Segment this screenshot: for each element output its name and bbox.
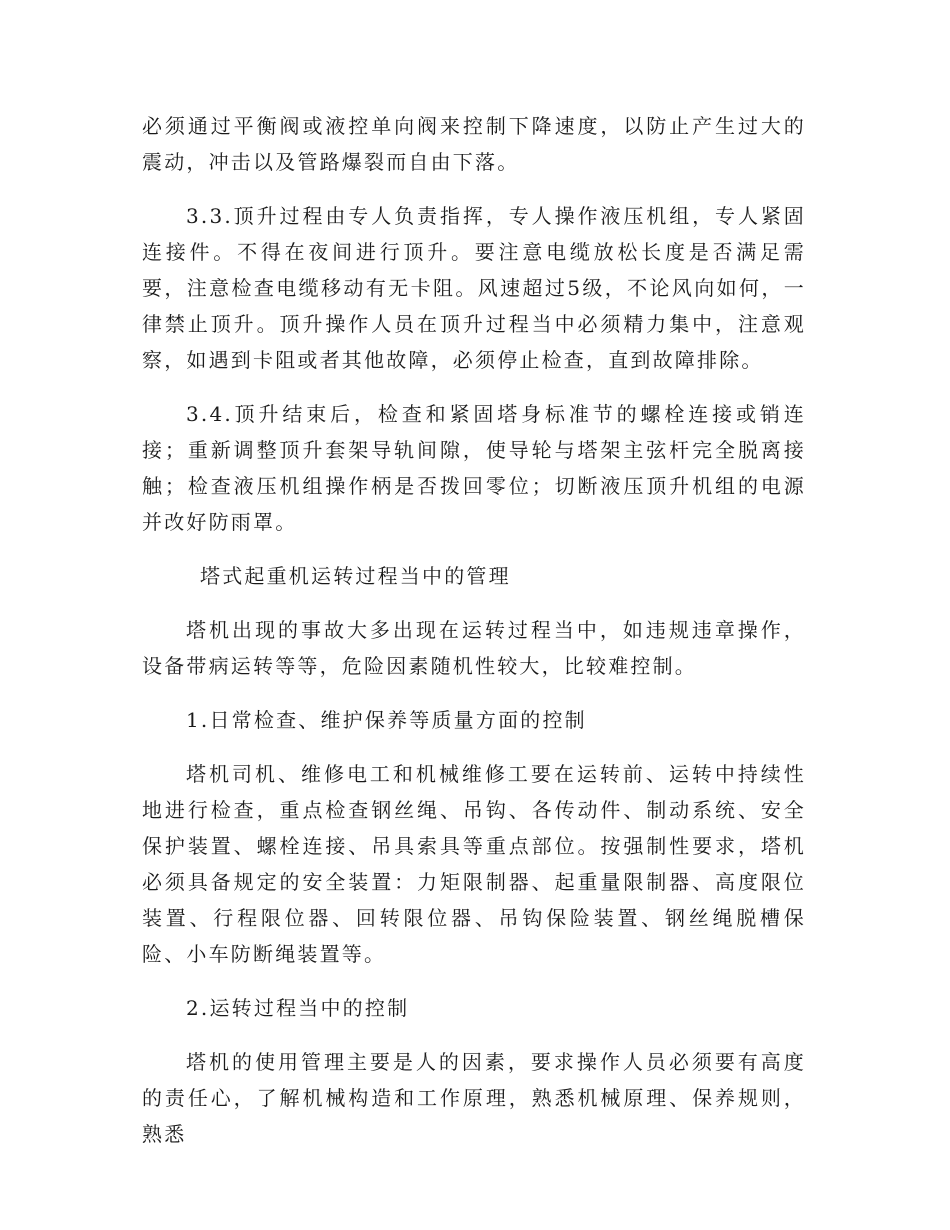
paragraph-continuation: 必须通过平衡阀或液控单向阀来控制下降速度，以防止产生过大的震动，冲击以及管路爆裂而自由下落。 (142, 114, 806, 174)
document-page (142, 108, 806, 1170)
section-heading-operation-management: 塔式起重机运转过程当中的管理 (200, 564, 511, 588)
paragraph-daily-inspection: 塔机司机、维修电工和机械维修工要在运转前、运转中持续性地进行检查，重点检查钢丝绳、吊钩、各传动件、制动系统、安全保护装置、螺栓连接、吊具索具等重点部位。按强制性要求，塔机必须具备规定的安全装置：力矩限制器、起重量限制器、高度限位装置、行程限位器、回转限位器、吊钩保险装置、钢丝绳脱槽保险、小车防断绳装置等。 (142, 762, 806, 966)
subheading-daily-inspection: 1.日常检查、维护保养等质量方面的控制 (186, 708, 587, 732)
paragraph-3-3-jacking-process: 3.3.顶升过程由专人负责指挥，专人操作液压机组，专人紧固连接件。不得在夜间进行顶升。要注意电缆放松长度是否满足需要，注意检查电缆移动有无卡阻。风速超过5级，不论风向如何，一律禁止顶升。顶升操作人员在顶升过程当中必须精力集中，注意观察，如遇到卡阻或者其他故障，必须停止检查，直到故障排除。 (142, 204, 806, 372)
paragraph-3-4-jacking-end: 3.4.顶升结束后，检查和紧固塔身标准节的螺栓连接或销连接；重新调整顶升套架导轨间隙，使导轮与塔架主弦杆完全脱离接触；检查液压机组操作柄是否拨回零位；切断液压顶升机组的电源并改好防雨罩。 (142, 402, 806, 534)
paragraph-accidents-intro: 塔机出现的事故大多出现在运转过程当中，如违规违章操作，设备带病运转等等，危险因素随机性较大，比较难控制。 (142, 618, 806, 678)
paragraph-operation-control: 塔机的使用管理主要是人的因素，要求操作人员必须要有高度的责任心，了解机械构造和工作原理，熟悉机械原理、保养规则，熟悉 (142, 1050, 806, 1146)
subheading-operation-control: 2.运转过程当中的控制 (186, 996, 410, 1020)
